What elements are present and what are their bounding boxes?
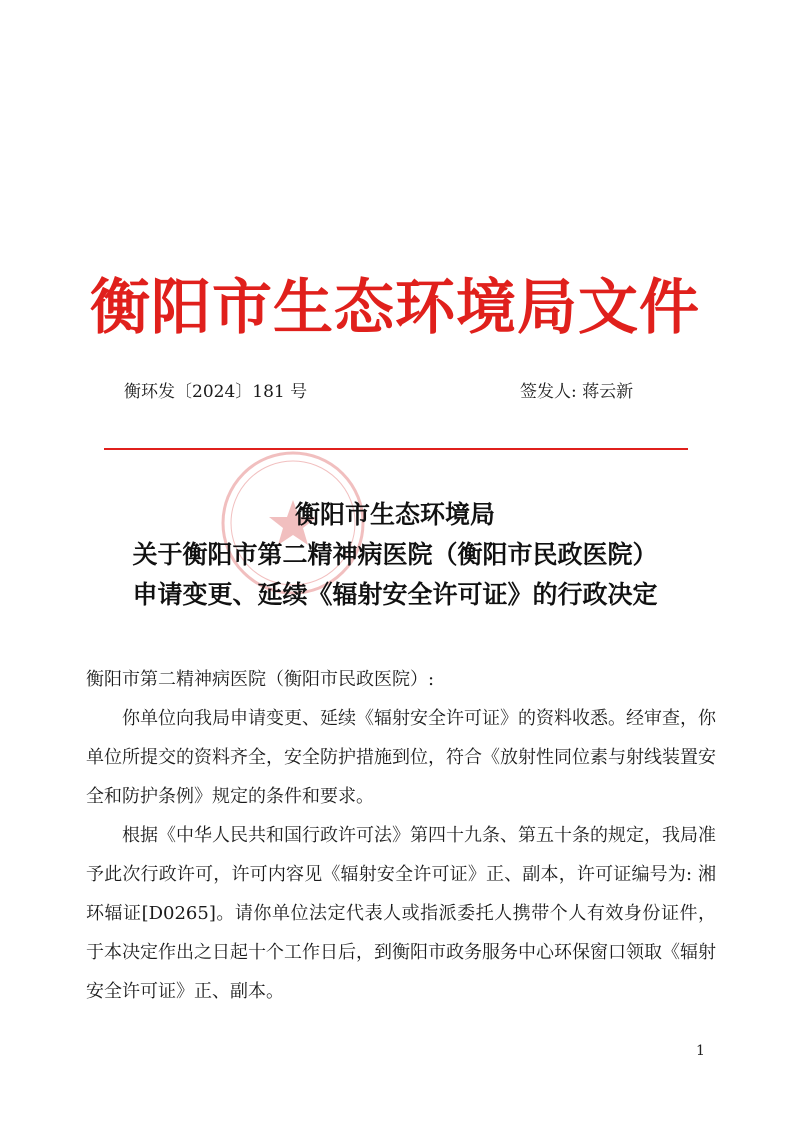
salutation: 衡阳市第二精神病医院（衡阳市民政医院）:	[86, 669, 435, 690]
document-header-title: 衡阳市生态环境局文件	[90, 273, 700, 343]
document-body	[86, 660, 716, 1011]
heading-line-1: 衡阳市生态环境局	[294, 500, 495, 529]
header-divider	[104, 448, 688, 450]
document-number: 衡环发〔2024〕181 号	[124, 382, 308, 402]
page-number: 1	[696, 1043, 705, 1059]
body-paragraph: 根据《中华人民共和国行政许可法》第四十九条、第五十条的规定，我局准予此次行政许可，许可内容见《辐射安全许可证》正、副本，许可证编号为: 湘环辐证[D0265]。请你单位法定代表人或指派委托人携带个人有效身份证件，于本决定作出之日起十个工作日后，到衡阳市政务服务中心环保窗口领取《辐射安全许可证》正、副本。	[86, 825, 716, 1002]
body-paragraph: 你单位向我局申请变更、延续《辐射安全许可证》的资料收悉。经审查，你单位所提交的资料齐全，安全防护措施到位，符合《放射性同位素与射线装置安全和防护条例》规定的条件和要求。	[86, 708, 716, 807]
signer: 签发人: 蒋云新	[520, 382, 634, 402]
heading-line-3: 申请变更、延续《辐射安全许可证》的行政决定	[132, 580, 658, 609]
heading-line-2: 关于衡阳市第二精神病医院（衡阳市民政医院）	[132, 540, 658, 569]
document-heading	[60, 495, 730, 615]
